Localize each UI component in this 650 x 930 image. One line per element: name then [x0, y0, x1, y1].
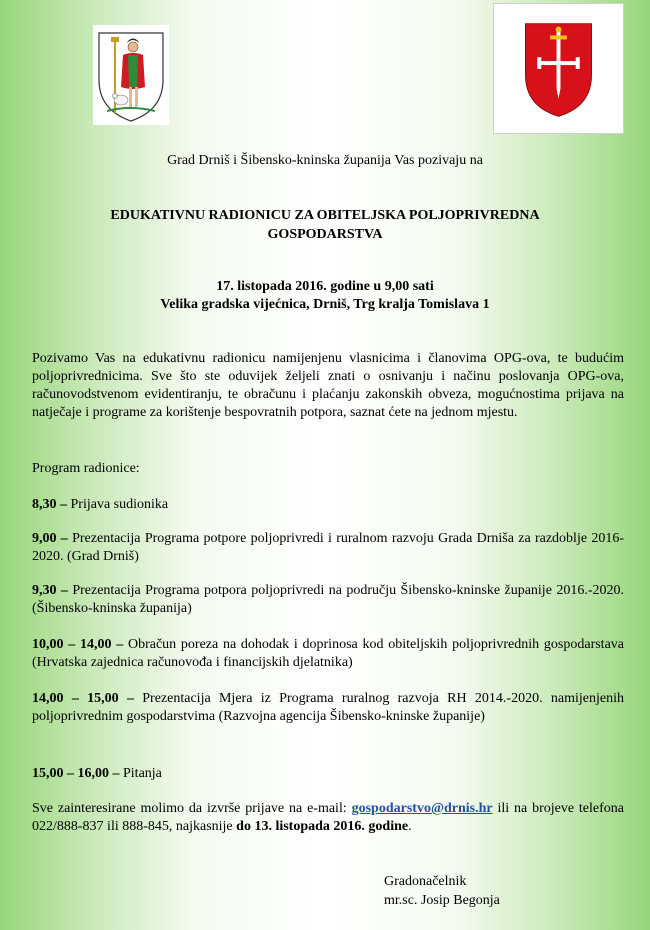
closing-paragraph: [32, 800, 624, 836]
event-title-line1: EDUKATIVNU RADIONICU ZA OBITELJSKA POLJOPRIVREDNA: [110, 208, 540, 223]
program-item: [32, 530, 624, 566]
intro-paragraph: Pozivamo Vas na edukativnu radionicu namijenjenu vlasnicima i članovima OPG-ova, te budućim poljoprivrednicima. Sve što ste oduvijek željeli znati o osnivanju i načinu poslovanja OPG-ova, računovodstvenom evidentiranju, te obračunu i plaćanju zakonskih obveza, mogućnostima prijava na natječaje i programe za korištenje bespovratnih potpora, saznat ćete na jednom mjestu.: [32, 351, 624, 420]
program-item: [32, 690, 624, 726]
drnis-coat-of-arms-icon: [93, 25, 169, 125]
program-heading: Program radionice:: [32, 461, 140, 476]
program-time: 10,00 – 14,00 –: [32, 637, 124, 652]
program-text: Prezentacija Mjera iz Programa ruralnog razvoja RH 2014.-2020. namijenjenih poljoprivrednim gospodarstvima (Razvojna agencija Šibensko-kninske županije): [32, 691, 624, 724]
signature-name: mr.sc. Josip Begonja: [384, 893, 500, 908]
program-time: 14,00 – 15,00 –: [32, 691, 134, 706]
program-text: Prijava sudionika: [67, 497, 169, 512]
program-text: Obračun poreza na dohodak i doprinosa kod obiteljskih poljoprivrednih gospodarstava (Hrvatska zajednica računovođa i financijskih djelatnika): [32, 637, 624, 670]
signature-role: Gradonačelnik: [384, 874, 467, 889]
invitation-text: Grad Drniš i Šibensko-kninska županija Vas pozivaju na: [167, 153, 483, 168]
event-date: 17. listopada 2016. godine u 9,00 sati: [216, 279, 434, 294]
program-time: 9,00 –: [32, 531, 68, 546]
event-venue: Velika gradska vijećnica, Drniš, Trg kralja Tomislava 1: [160, 297, 490, 312]
program-item: [32, 636, 624, 672]
program-text: Prezentacija Programa potpore poljoprivredi i ruralnom razvoju Grada Drniša za razdoblje 2016-2020. (Grad Drniš): [32, 531, 625, 564]
event-title-line2: GOSPODARSTVA: [267, 227, 383, 242]
program-time: 9,30 –: [32, 583, 68, 598]
program-item: [32, 765, 624, 783]
program-item: [32, 496, 624, 514]
program-time: 8,30 –: [32, 497, 67, 512]
program-time: 15,00 – 16,00 –: [32, 766, 120, 781]
closing-text: .: [408, 819, 412, 834]
closing-text: ili na brojeve telefona 022/888-837 ili 888-845, najkasnije: [32, 801, 625, 834]
program-text: Pitanja: [119, 766, 162, 781]
program-text: Prezentacija Programa potpora poljoprivredi na području Šibensko-kninske županije 2016.-2020. (Šibensko-kninska županija): [32, 583, 624, 616]
email-link[interactable]: gospodarstvo@drnis.hr: [351, 801, 493, 816]
closing-text: Sve zainteresirane molimo da izvrše prijave na e-mail:: [32, 801, 352, 816]
deadline-text: do 13. listopada 2016. godine: [236, 819, 409, 834]
program-item: [32, 582, 624, 618]
sibenik-knin-coat-of-arms-icon: [493, 3, 624, 134]
